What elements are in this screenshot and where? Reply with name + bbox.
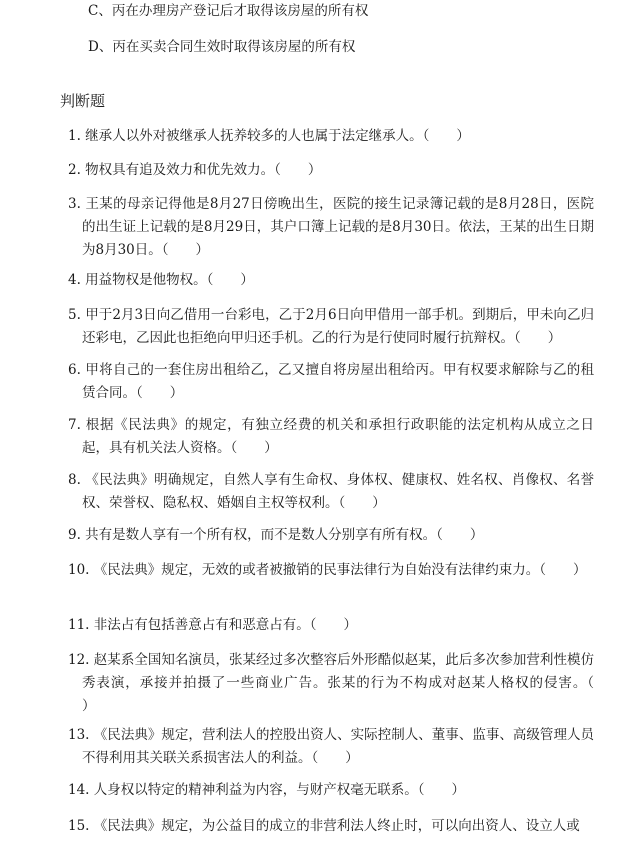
question-8: 8. 《民法典》明确规定，自然人享有生命权、身体权、健康权、姓名权、肖像权、名誉权、荣誉权、隐私权、婚姻自主权等权利。（ ）: [68, 472, 594, 511]
question-12: 12. 赵某系全国知名演员，张某经过多次整容后外形酷似赵某，此后多次参加营利性模仿秀表演，承接并拍摄了一些商业广告。张某的行为不构成对赵某人格权的侵害。（ ）: [68, 652, 621, 714]
question-2: 2. 物权具有追及效力和优先效力。（ ）: [68, 162, 322, 178]
question-1: 1. 继承人以外对被继承人抚养较多的人也属于法定继承人。（ ）: [68, 128, 470, 144]
option-c: C、丙在办理房产登记后才取得该房屋的所有权: [88, 3, 369, 19]
question-4: 4. 用益物权是他物权。（ ）: [68, 272, 254, 288]
section-title: 判断题: [60, 92, 106, 110]
question-14: 14. 人身权以特定的精神利益为内容，与财产权毫无联系。（ ）: [68, 782, 466, 798]
option-d: D、丙在买卖合同生效时取得该房屋的所有权: [88, 39, 356, 55]
question-6: 6. 甲将自己的一套住房出租给乙，乙又擅自将房屋出租给丙。甲有权要求解除与乙的租赁合同。（ ）: [68, 362, 594, 401]
question-11: 11. 非法占有包括善意占有和恶意占有。（ ）: [68, 617, 358, 633]
question-3: 3. 王某的母亲记得他是8月27日傍晚出生，医院的接生记录簿记载的是8月28日，医院的出生证上记载的是8月29日，其户口簿上记载的是8月30日。依法，王某的出生日期为8月30日。（ ）: [68, 196, 594, 258]
question-10: 10. 《民法典》规定，无效的或者被撤销的民事法律行为自始没有法律约束力。（ ）: [68, 562, 587, 578]
question-13: 13. 《民法典》规定，营利法人的控股出资人、实际控制人、董事、监事、高级管理人员不得利用其关联关系损害法人的利益。（ ）: [68, 727, 594, 766]
question-9: 9. 共有是数人享有一个所有权，而不是数人分别享有所有权。（ ）: [68, 527, 484, 543]
question-5: 5. 甲于2月3日向乙借用一台彩电，乙于2月6日向甲借用一部手机。到期后，甲未向乙归还彩电，乙因此也拒绝向甲归还手机。乙的行为是行使同时履行抗辩权。（ ）: [68, 307, 594, 346]
question-15: 15. 《民法典》规定，为公益目的成立的非营利法人终止时，可以向出资人、设立人或: [68, 818, 580, 834]
question-7: 7. 根据《民法典》的规定，有独立经费的机关和承担行政职能的法定机构从成立之日起，具有机关法人资格。（ ）: [68, 417, 594, 456]
